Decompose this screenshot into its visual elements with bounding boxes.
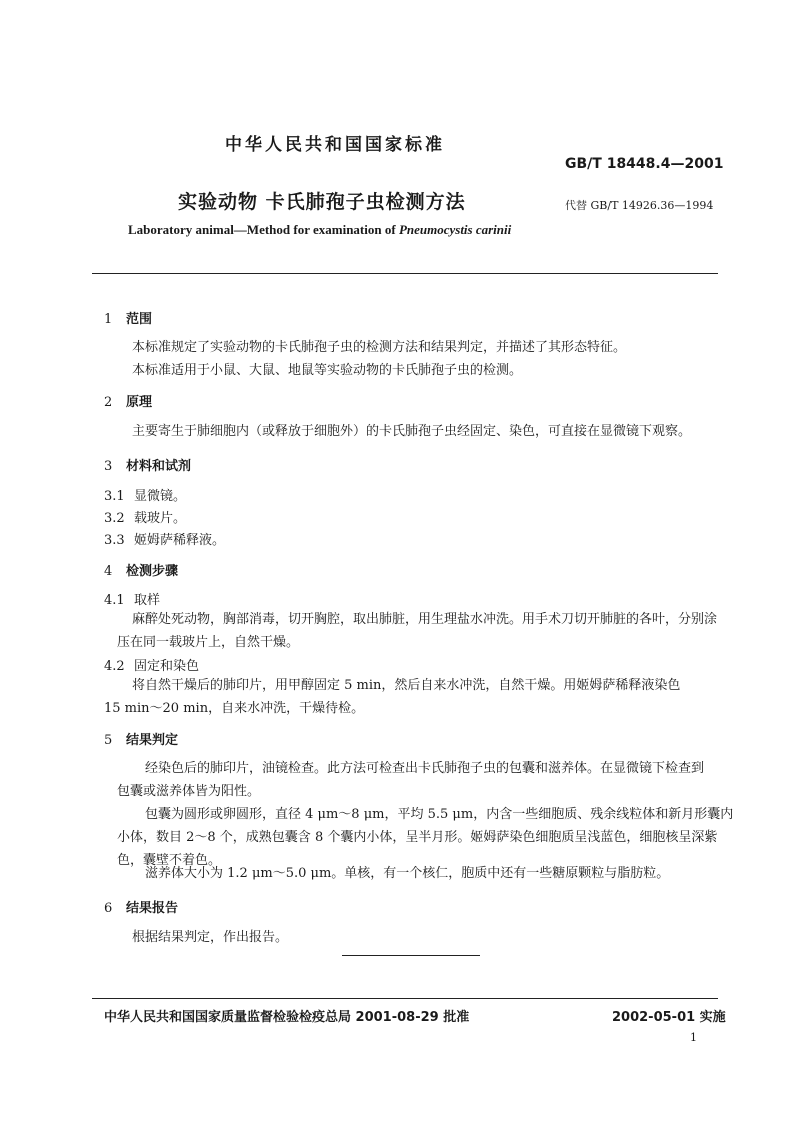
item-text: 显微镜。 (134, 489, 187, 504)
implementation-date: 2002-05-01 实施 (612, 1010, 726, 1025)
section-title: 范围 (126, 312, 153, 327)
item-number: 3.3 (104, 533, 125, 548)
paragraph-line: 包囊为圆形或卵圆形，直径 4 μm～8 μm，平均 5.5 μm，内含一些细胞质、残余线粒体和新月形囊内 (145, 807, 734, 822)
english-title-text: Laboratory animal—Method for examination of (128, 222, 399, 237)
section-5-heading (104, 729, 178, 748)
national-standard-heading: 中华人民共和国国家标准 (225, 135, 445, 155)
subsection-4-2-body (104, 674, 680, 720)
item-3-3 (104, 529, 225, 548)
paragraph-line: 包囊或滋养体皆为阳性。 (117, 784, 261, 799)
subsection-number: 4.1 (104, 593, 125, 608)
section-title: 原理 (126, 395, 153, 410)
item-number: 3.2 (104, 511, 125, 526)
section-title: 材料和试剂 (126, 459, 192, 474)
header-divider (92, 273, 718, 274)
subsection-4-2-heading (104, 655, 199, 674)
paragraph-line: 本标准适用于小鼠、大鼠、地鼠等实验动物的卡氏肺孢子虫的检测。 (132, 363, 523, 378)
paragraph-line: 压在同一载玻片上，自然干燥。 (117, 635, 300, 650)
item-3-1 (104, 485, 186, 504)
section-number: 1 (104, 312, 113, 327)
subsection-title: 固定和染色 (134, 659, 200, 674)
section-number: 6 (104, 901, 113, 916)
replaces-standard: 代替 GB/T 14926.36—1994 (565, 199, 714, 212)
paragraph-line: 15 min～20 min，自来水冲洗，干燥待检。 (104, 701, 365, 716)
section-1-body (132, 336, 626, 382)
approval-statement: 中华人民共和国国家质量监督检验检疫总局 2001-08-29 批准 (104, 1010, 470, 1025)
paragraph-line: 滋养体大小为 1.2 μm～5.0 μm。单核，有一个核仁，胞质中还有一些糖原颗粒与脂肪粒。 (145, 866, 670, 881)
paragraph-line: 经染色后的肺印片，油镜检查。此方法可检查出卡氏肺孢子虫的包囊和滋养体。在显微镜下检查到 (145, 761, 705, 776)
paragraph-line: 小体，数目 2～8 个，成熟包囊含 8 个囊内小体，呈半月形。姬姆萨染色细胞质呈浅蓝色，细胞核呈深紫 (117, 830, 718, 845)
english-title (128, 222, 511, 238)
section-number: 5 (104, 733, 113, 748)
paragraph-line: 本标准规定了实验动物的卡氏肺孢子虫的检测方法和结果判定，并描述了其形态特征。 (132, 340, 627, 355)
section-6-heading (104, 897, 178, 916)
subsection-4-1-heading (104, 589, 160, 608)
item-text: 载玻片。 (134, 511, 187, 526)
section-3-heading (104, 455, 191, 474)
item-3-2 (104, 507, 186, 526)
document-title: 实验动物 卡氏肺孢子虫检测方法 (178, 191, 466, 213)
section-6-body (132, 926, 288, 949)
section-5-paragraph-3 (145, 862, 669, 885)
section-title: 结果判定 (126, 733, 179, 748)
subsection-number: 4.2 (104, 659, 125, 674)
subsection-4-1-body (117, 608, 717, 654)
section-4-heading (104, 560, 178, 579)
item-text: 姬姆萨稀释液。 (134, 533, 226, 548)
section-2-body (132, 420, 691, 443)
section-title: 结果报告 (126, 901, 179, 916)
paragraph-line: 色，囊壁不着色。 (117, 853, 222, 868)
item-number: 3.1 (104, 489, 125, 504)
subsection-title: 取样 (134, 593, 161, 608)
paragraph-line: 将自然干燥后的肺印片，用甲醇固定 5 min，然后自来水冲洗，自然干燥。用姬姆萨稀释液染色 (132, 678, 681, 693)
section-number: 4 (104, 564, 113, 579)
section-number: 3 (104, 459, 113, 474)
section-1-heading (104, 308, 152, 327)
page-number: 1 (690, 1031, 697, 1044)
section-number: 2 (104, 395, 113, 410)
paragraph-line: 主要寄生于肺细胞内（或释放于细胞外）的卡氏肺孢子虫经固定、染色，可直接在显微镜下观察。 (132, 424, 692, 439)
standard-number: GB/T 18448.4—2001 (565, 156, 724, 172)
section-2-heading (104, 391, 152, 410)
section-title: 检测步骤 (126, 564, 179, 579)
paragraph-line: 根据结果判定，作出报告。 (132, 930, 289, 945)
end-of-text-rule (342, 955, 480, 956)
english-title-species: Pneumocystis carinii (398, 222, 512, 237)
paragraph-line: 麻醉处死动物，胸部消毒，切开胸腔，取出肺脏，用生理盐水冲洗。用手术刀切开肺脏的各叶，分别涂 (132, 612, 718, 627)
footer-divider (92, 998, 718, 999)
section-5-paragraph-1 (117, 757, 704, 803)
